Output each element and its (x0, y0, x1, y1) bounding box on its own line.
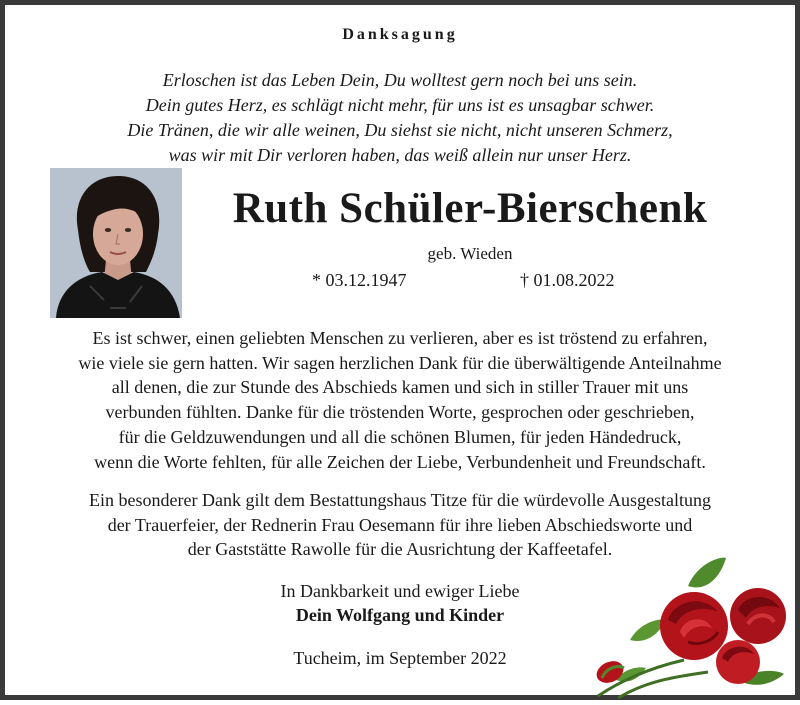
notice-heading: Danksagung (342, 26, 458, 43)
paragraph-line: Ein besonderer Dank gilt dem Bestattungshaus Titze für die würdevolle Ausgestaltung (89, 490, 711, 510)
thanks-paragraph (0, 326, 800, 474)
paragraph-line: all denen, die zur Stunde des Abschieds kamen und sich in stiller Trauer mit uns (111, 377, 689, 398)
birth-date: * 03.12.1947 (312, 270, 407, 290)
poem-line: was wir mit Dir verloren haben, das weiß allein nur unser Herz. (168, 145, 632, 165)
deceased-name: Ruth Schüler-Bierschenk (232, 185, 708, 232)
paragraph-line: Es ist schwer, einen geliebten Menschen zu verlieren, aber es ist tröstend zu erfahren, (92, 328, 708, 348)
paragraph-line: verbunden fühlten. Danke für die tröstenden Worte, gesprochen oder geschrieben, (105, 402, 695, 423)
paragraph-line: wie viele sie gern hatten. Wir sagen herzlichen Dank für die überwältigende Anteilnahme (78, 352, 722, 373)
maiden-name: geb. Wieden (427, 244, 513, 263)
paragraph-line: für die Geldzuwendungen und all die schönen Blumen, für jeden Händedruck, (118, 426, 682, 447)
poem-line: Die Tränen, die wir alle weinen, Du siehst sie nicht, nicht unseren Schmerz, (127, 120, 673, 140)
signature: Dein Wolfgang und Kinder (295, 605, 505, 625)
roses-image (588, 548, 800, 700)
portrait-photo (50, 168, 182, 318)
place-date: Tucheim, im September 2022 (293, 648, 507, 668)
paragraph-line: wenn die Worte fehlten, für alle Zeichen der Liebe, Verbundenheit und Freundschaft. (94, 451, 706, 472)
poem-line: Erloschen ist das Leben Dein, Du wolltest gern noch bei uns sein. (162, 70, 638, 90)
paragraph-line: der Trauerfeier, der Rednerin Frau Oesemann für ihre lieben Abschiedsworte und (107, 514, 693, 535)
poem (0, 68, 800, 168)
closing-line: In Dankbarkeit und ewiger Liebe (280, 581, 520, 601)
death-date: † 01.08.2022 (520, 270, 615, 290)
poem-line: Dein gutes Herz, es schlägt nicht mehr, für uns ist es unsagbar schwer. (145, 95, 655, 115)
paragraph-line: der Gaststätte Rawolle für die Ausrichtung der Kaffeetafel. (187, 539, 613, 560)
